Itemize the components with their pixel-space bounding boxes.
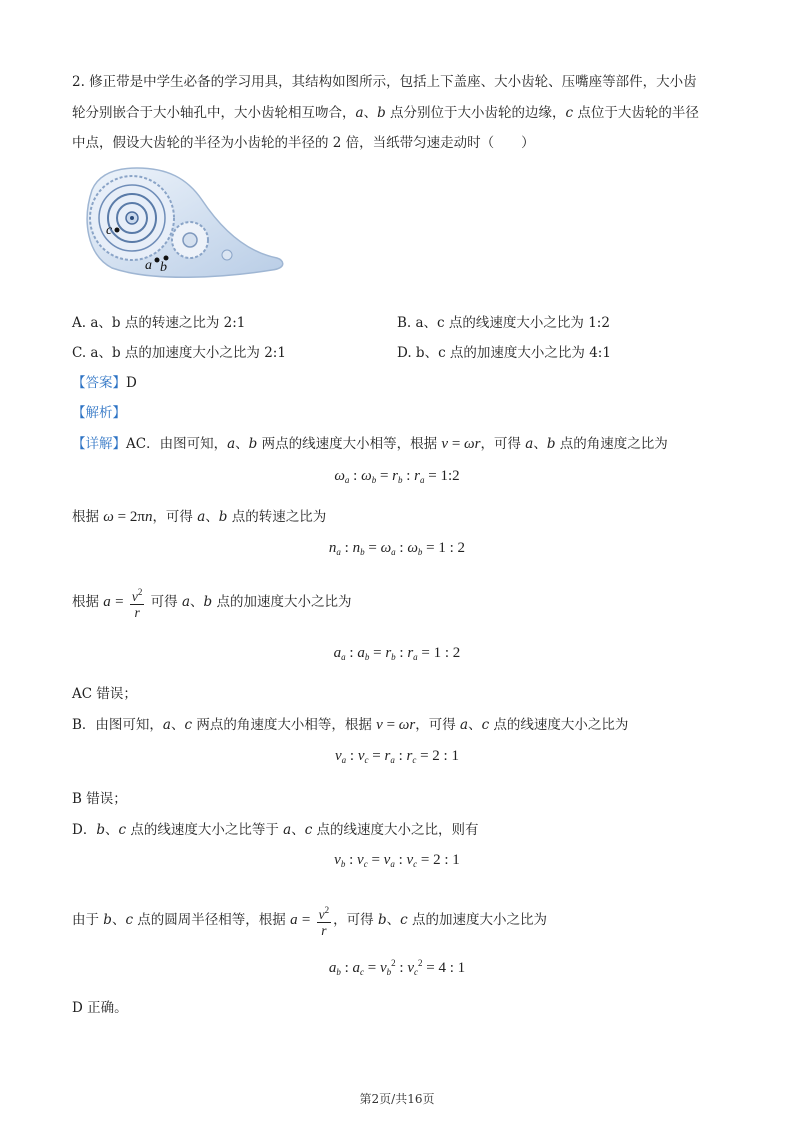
- question-line-1: 2. 修正带是中学生必备的学习用具，其结构如图所示，包括上下盖座、大小齿轮、压嘴座等部件，大小齿: [72, 74, 697, 90]
- answer-line: [72, 371, 137, 391]
- option-c: C. a、b 点的加速度大小之比为 2:1: [72, 345, 286, 361]
- d-intro-2: 由于 b、c 点的圆周半径相等，根据 a = $\frac{v^2}{r}$ ，可得 b、c 点的加速度大小之比为: [72, 905, 547, 938]
- ac-wrong: AC 错误；: [72, 686, 137, 702]
- label-a: a: [145, 258, 152, 273]
- equation-1: $\omega_a$ : $\omega_b = r_b$ : $r_a$ = 1:2: [334, 468, 460, 485]
- point-c-marker: [115, 228, 120, 233]
- point-a-marker: [155, 258, 160, 263]
- detail-tag: 【详解】: [72, 436, 126, 452]
- equation-4: $v_a$ : $v_c = r_a$ : $r_c = 2$ : 1: [335, 748, 459, 765]
- answer-tag: 【答案】: [72, 375, 126, 391]
- question-line-2-part-b: 点分别位于大小齿轮的边缘，: [385, 105, 566, 121]
- correction-tape-illustration: [72, 160, 292, 285]
- detail-ac-intro: 【详解】AC．由图可知，a、b 两点的线速度大小相等，根据 v = ωr，可得 a、b 点的角速度之比为: [72, 436, 668, 452]
- b-intro: B．由图可知，a、c 两点的角速度大小相等，根据 v = ωr，可得 a、c 点的线速度大小之比为: [72, 717, 629, 733]
- equation-5: $v_b$ : $v_c = v_a$ : $v_c = 2$ : 1: [334, 852, 460, 869]
- question-line-3: 中点，假设大齿轮的半径为小齿轮的半径的 2 倍，当纸带匀速走动时（ ）: [72, 135, 535, 151]
- equation-6: $a_b$ : $a_c = v_b^2$ : $v_c^2 = 4$ : 1: [328, 958, 466, 977]
- analysis-tag: 【解析】: [72, 405, 126, 421]
- detail-ac-intro-d: 点的角速度之比为: [555, 436, 668, 452]
- equation-3-intro: 根据 a = $\frac{v^2}{r}$ 可得 a、b 点的加速度大小之比为: [72, 587, 352, 620]
- equation-2-intro: 根据 ω = 2πn，可得 a、b 点的转速之比为: [72, 509, 327, 525]
- option-b: B. a、c 点的线速度大小之比为 1:2: [397, 315, 610, 331]
- d-intro: D．b、c 点的线速度大小之比等于 a、c 点的线速度大小之比，则有: [72, 822, 479, 838]
- label-c: c: [106, 223, 113, 238]
- analysis-line: [72, 401, 126, 421]
- question-line-2: 轮分别嵌合于大小轴孔中，大小齿轮相互吻合，a、b 点分别位于大小齿轮的边缘，c 点位于大齿轮的半径: [72, 105, 699, 121]
- label-b: b: [160, 260, 167, 275]
- correction-tape-figure: [72, 160, 292, 285]
- option-a: A. a、b 点的转速之比为 2:1: [72, 315, 246, 331]
- answer-value: D: [126, 375, 137, 391]
- detail-ac-intro-a: AC．由图可知，: [126, 436, 228, 452]
- option-d: D. b、c 点的加速度大小之比为 4:1: [397, 345, 611, 361]
- question-line-2-part-a: 轮分别嵌合于大小轴孔中，大小齿轮相互吻合，: [72, 105, 356, 121]
- equation-2: $n_a$ : $n_b = \omega_a$ : $\omega_b = 1$ : 2: [328, 540, 466, 557]
- b-wrong: B 错误；: [72, 791, 127, 807]
- detail-ac-intro-b: 两点的线速度大小相等，根据: [257, 436, 442, 452]
- page-footer: 第2页/共16页: [359, 1092, 435, 1106]
- detail-ac-intro-c: ，可得: [480, 436, 526, 452]
- equation-3: $a_a$ : $a_b = r_b$ : $r_a = 1$ : 2: [333, 645, 461, 662]
- question-line-2-part-c: 点位于大齿轮的半径: [573, 105, 699, 121]
- d-right: D 正确。: [72, 1000, 128, 1016]
